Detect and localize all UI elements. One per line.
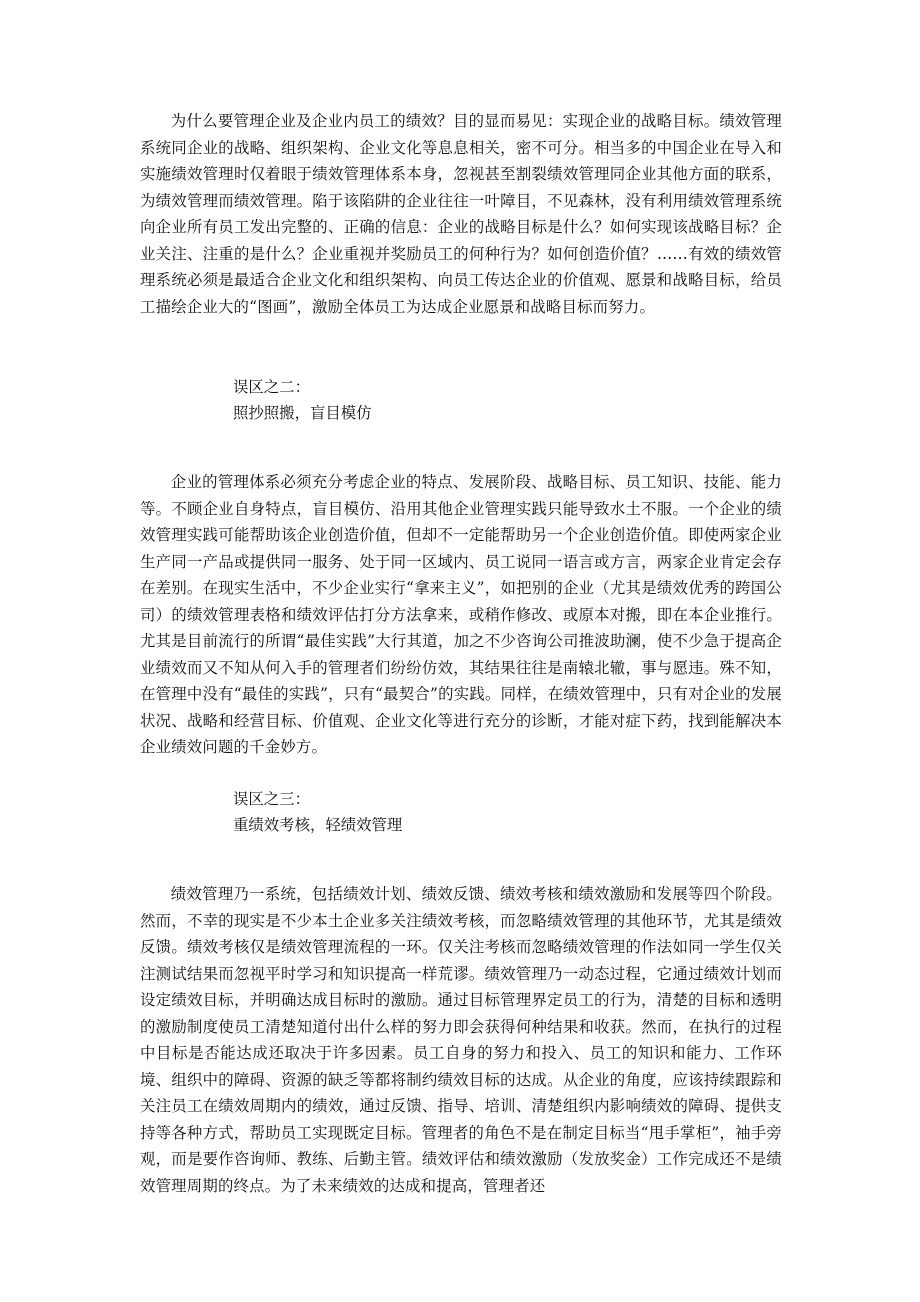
paragraph-imitation: [140, 469, 782, 761]
paragraph-text: 为什么要管理企业及企业内员工的绩效？目的显而易见：实现企业的战略目标。绩效管理系统同企业的战略、组织架构、企业文化等息息相关，密不可分。相当多的中国企业在导入和实施绩效管理时仅着眼于绩效管理体系本身，忽视甚至割裂绩效管理同企业其他方面的联系，为绩效管理而绩效管理。陷于该陷阱的企业往往一叶障目，不见森林，没有利用绩效管理系统向企业所有员工发出完整的、正确的信息：企业的战略目标是什么？如何实现该战略目标？企业关注、注重的是什么？企业重视并奖励员工的何种行为？如何创造价值？……有效的绩效管理系统必须是最适合企业文化和组织架构、向员工传达企业的价值观、愿景和战略目标，给员工描绘企业大的“图画”，激励全体员工为达成企业愿景和战略目标而努力。: [140, 112, 782, 316]
section-title: 照抄照搬，盲目模仿: [233, 404, 372, 422]
section-label: 误区之三：: [233, 790, 310, 808]
section-title: 重绩效考核，轻绩效管理: [233, 816, 403, 834]
paragraph-text: 绩效管理乃一系统，包括绩效计划、绩效反馈、绩效考核和绩效激励和发展等四个阶段。然而，不幸的现实是不少本土企业多关注绩效考核，而忽略绩效管理的其他环节，尤其是绩效反馈。绩效考核仅是绩效管理流程的一环。仅关注考核而忽略绩效管理的作法如同一学生仅关注测试结果而忽视平时学习和知识提高一样荒谬。绩效管理乃一动态过程，它通过绩效计划而设定绩效目标，并明确达成目标时的激励。通过目标管理界定员工的行为，清楚的目标和透明的激励制度使员工清楚知道付出什么样的努力即会获得何种结果和收获。然而，在执行的过程中目标是否能达成还取决于许多因素。员工自身的努力和投入、员工的知识和能力、工作环境、组织中的障碍、资源的缺乏等都将制约绩效目标的达成。从企业的角度，应该持续跟踪和关注员工在绩效周期内的绩效，通过反馈、指导、培训、清楚组织内影响绩效的障碍、提供支持等各种方式，帮助员工实现既定目标。管理者的角色不是在制定目标当“甩手掌柜”，袖手旁观，而是要作咨询师、教练、后勤主管。绩效评估和绩效激励（发放奖金）工作完成还不是绩效管理周期的终点。为了未来绩效的达成和提高，管理者还: [140, 885, 782, 1195]
section-heading-3: [233, 786, 773, 838]
paragraph-text: 企业的管理体系必须充分考虑企业的特点、发展阶段、战略目标、员工知识、技能、能力等。不顾企业自身特点，盲目模仿、沿用其他企业管理实践只能导致水土不服。一个企业的绩效管理实践可能帮助该企业创造价值，但却不一定能帮助另一个企业创造价值。即使两家企业生产同一产品或提供同一服务、处于同一区域内、员工说同一语言或方言，两家企业肯定会存在差别。在现实生活中，不少企业实行“拿来主义”，如把别的企业（尤其是绩效优秀的跨国公司）的绩效管理表格和绩效评估打分方法拿来，或稍作修改、或原本对搬，即在本企业推行。尤其是目前流行的所谓“最佳实践”大行其道，加之不少咨询公司推波助澜，使不少急于提高企业绩效而又不知从何入手的管理者们纷纷仿效，其结果往往是南辕北辙，事与愿违。殊不知，在管理中没有“最佳的实践”，只有“最契合”的实践。同样，在绩效管理中，只有对企业的发展状况、战略和经营目标、价值观、企业文化等进行充分的诊断，才能对症下药，找到能解决本企业绩效问题的千金妙方。: [140, 473, 782, 756]
paragraph-performance-management: [140, 881, 782, 1199]
section-heading-2: [233, 374, 773, 426]
paragraph-strategy: [140, 108, 782, 320]
section-label: 误区之二：: [233, 378, 310, 396]
